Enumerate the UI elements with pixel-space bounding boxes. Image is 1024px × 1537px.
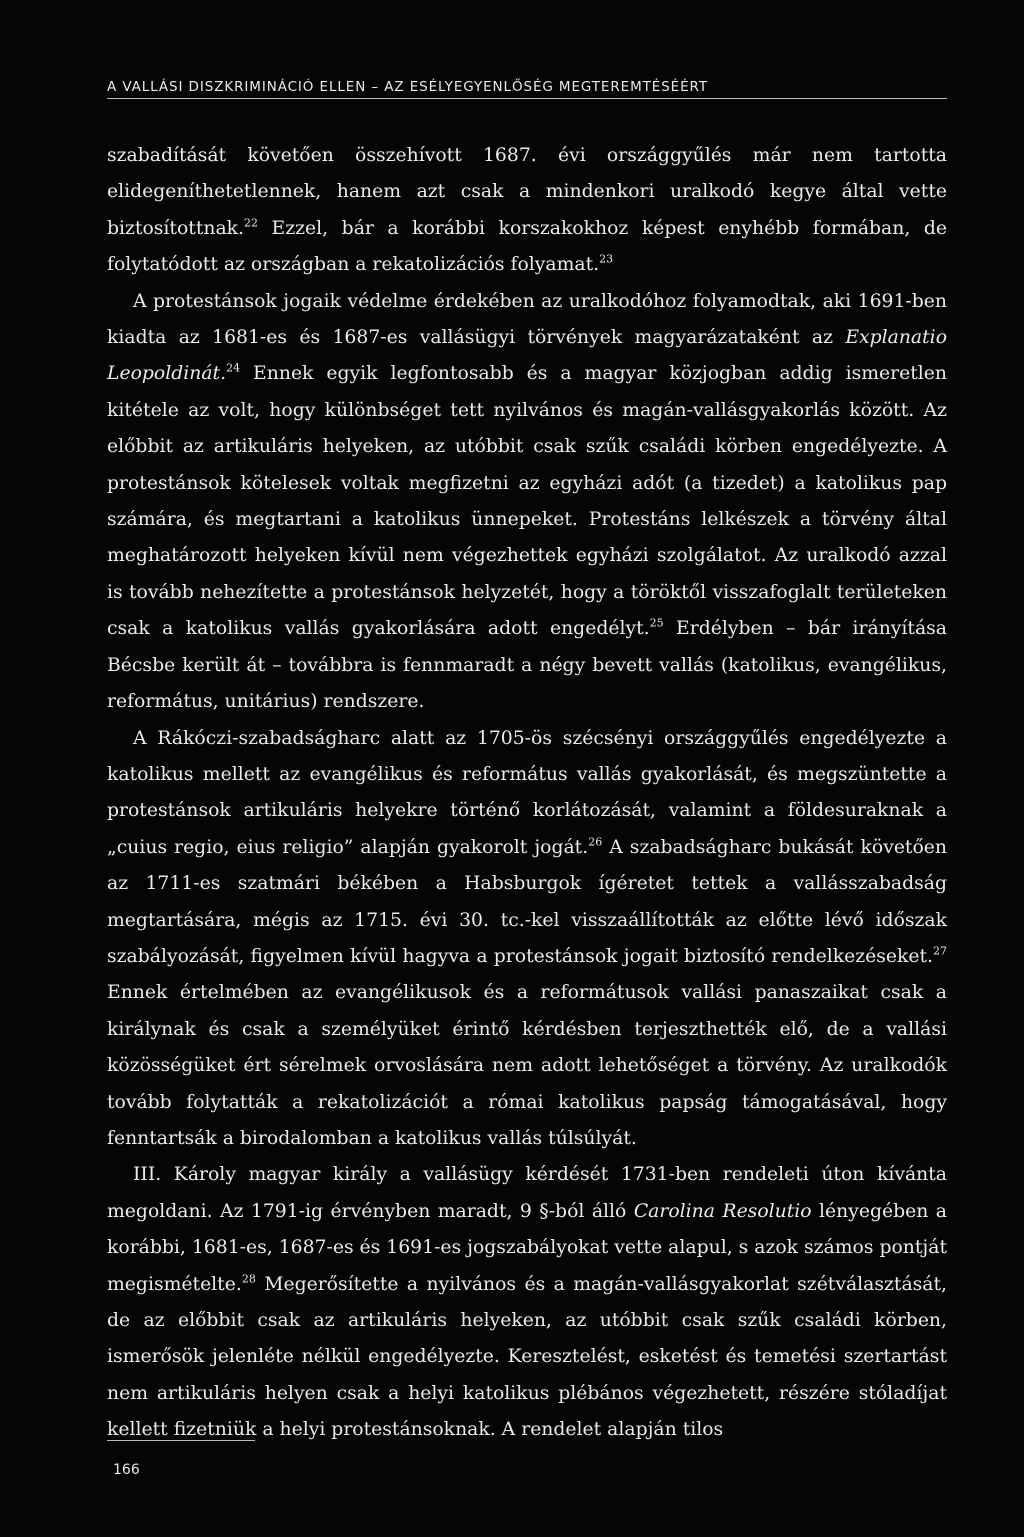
text-run: Ennek egyik legfontosabb és a magyar közjogban addig ismeretlen kitétele az volt, hogy különbséget tett nyilvános és magán-vallásgyakorlás között. Az előbbit az artikuláris helyeken, az utóbbit csak szűk családi körben engedélyezte. A protestánsok kötelesek voltak megfizetni az egyházi adót (a tizedet) a katolikus pap számára, és megtartani a katolikus ünnepeket. Protestáns lelkészek a törvény által meghatározott helyeken kívül nem végezhettek egyházi szolgálatot. Az uralkodó azzal is tovább nehezítette a protestánsok helyzetét, hogy a töröktől visszafoglalt területeken csak a katolikus vallás gyakorlására adott engedélyt. bbox=[107, 363, 947, 640]
page-number: 166 bbox=[113, 1462, 140, 1478]
text-run: III. Károly magyar király a vallásügy kérdését 1731-ben rendeleti úton kívánta megoldani. Az 1791-ig érvényben maradt, 9 §-ból álló bbox=[107, 1164, 947, 1222]
footnote-reference: 23 bbox=[599, 252, 614, 266]
footnote-reference: 24 bbox=[226, 361, 241, 375]
italic-title: Explanatio Leopoldinát. bbox=[107, 327, 947, 385]
text-run: Erdélyben – bár irányítása Bécsbe került át – továbbra is fennmaradt a négy bevett vallás (katolikus, evangélikus, református, unitárius) rendszere. bbox=[107, 618, 947, 713]
header-rule bbox=[107, 98, 947, 99]
body-text bbox=[107, 138, 947, 1449]
running-head: A VALLÁSI DISZKRIMINÁCIÓ ELLEN – AZ ESÉLYEGYENLŐSÉG MEGTEREMTÉSÉÉRT bbox=[107, 79, 708, 95]
footnote-reference: 26 bbox=[588, 835, 603, 849]
footnote-reference: 28 bbox=[241, 1271, 256, 1285]
text-run: Ezzel, bár a korábbi korszakokhoz képest enyhébb formában, de folytatódott az országban a rekatolizációs folyamat. bbox=[107, 217, 947, 276]
paragraph bbox=[107, 1157, 947, 1448]
footnote-reference: 25 bbox=[649, 616, 664, 630]
text-run: Megerősítette a nyilvános és a magán-vallásgyakorlat szétválasztását, de az előbbit csak az artikuláris helyeken, az utóbbit csak szűk családi körben, ismerősök jelenléte nélkül engedélyezte. Keresztelést, esketést és temetési szertartást nem artikuláris helyen csak a helyi katolikus plébános végezhetett, részére stóladíjat kellett fizetniük a helyi protestánsoknak. A rendelet alapján tilos bbox=[107, 1273, 947, 1441]
text-run: A protestánsok jogaik védelme érdekében az uralkodóhoz folyamodtak, aki 1691-ben kiadta az 1681-es és 1687-es vallásügyi törvények magyarázataként az bbox=[107, 290, 947, 349]
text-run: A szabadságharc bukását követően az 1711-es szatmári békében a Habsburgok ígéretet tettek a vallásszabadság megtartására, mégis az 1715. évi 30. tc.-kel visszaállították az előtte lévő időszak szabályozását, figyelmen kívül hagyva a protestánsok jogait biztosító rendelkezéseket. bbox=[107, 836, 947, 967]
footnote-reference: 22 bbox=[244, 216, 259, 230]
text-run: szabadítását követően összehívott 1687. évi országgyűlés már nem tartotta elidegeníthetetlennek, hanem azt csak a mindenkori uralkodó kegye által vette biztosítottnak. bbox=[107, 145, 947, 239]
text-run: A Rákóczi-szabadságharc alatt az 1705-ös szécsényi országgyűlés engedélyezte a katolikus mellett az evangélikus és református vallás gyakorlását, és megszüntette a protestánsok artikuláris helyekre történő korlátozását, valamint a földesuraknak a „cuius regio, eius religio” alapján gyakorolt jogát. bbox=[107, 727, 947, 858]
footer-rule bbox=[107, 1440, 255, 1441]
footnote-reference: 27 bbox=[933, 944, 947, 958]
paragraph bbox=[107, 721, 947, 1158]
text-run: Ennek értelmében az evangélikusok és a reformátusok vallási panaszaikat csak a királynak és csak a személyüket érintő kérdésben terjeszthették elő, de a vallási közösségüket ért sérelmek orvoslására nem adott lehetőséget a törvény. Az uralkodók tovább folytatták a rekatolizációt a római katolikus papság támogatásával, hogy fenntartsák a birodalomban a katolikus vallás túlsúlyát. bbox=[107, 982, 947, 1149]
italic-title: Carolina Resolutio bbox=[633, 1200, 812, 1222]
paragraph bbox=[107, 138, 947, 284]
paragraph bbox=[107, 284, 947, 721]
text-run: lényegében a korábbi, 1681-es, 1687-es és 1691-es jogszabályokat vette alapul, s azok számos pontját megismételte. bbox=[107, 1200, 948, 1295]
